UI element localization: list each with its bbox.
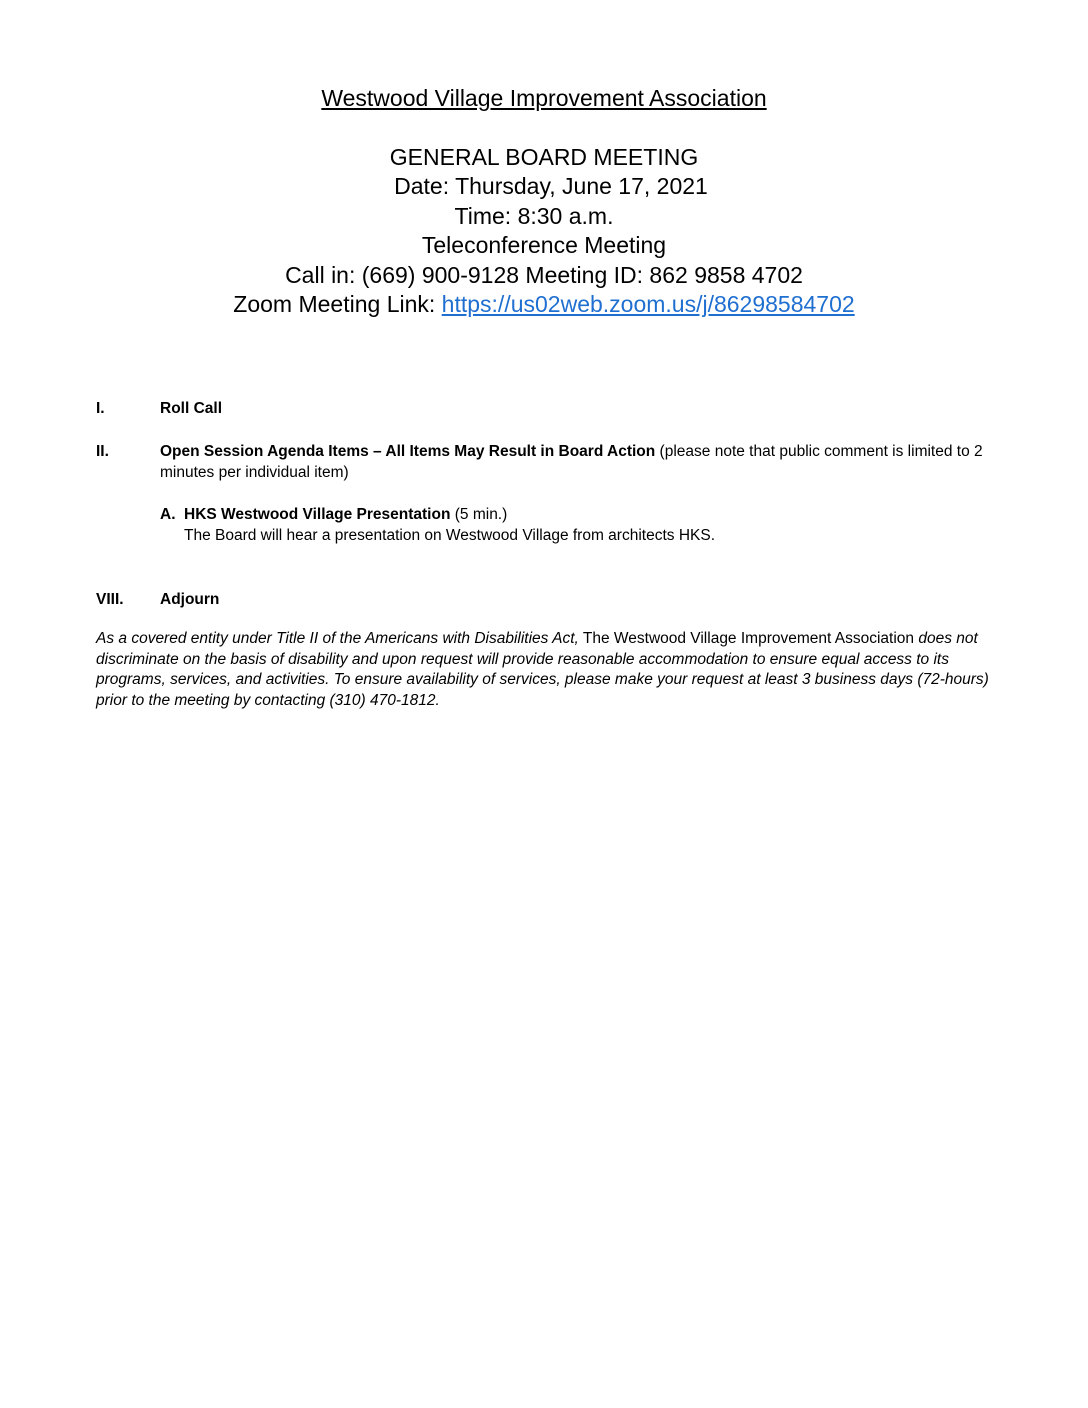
ada-notice-organization: The Westwood Village Improvement Association	[578, 630, 919, 647]
meeting-date: Date: Thursday, June 17, 2021	[394, 173, 708, 199]
subitem-title: HKS Westwood Village Presentation	[184, 506, 451, 523]
zoom-label: Zoom Meeting Link:	[233, 291, 442, 317]
agenda-subitem-presentation	[160, 504, 996, 546]
ada-notice-intro: As a covered entity under Title II of the Americans with Disabilities Act,	[96, 630, 579, 647]
subitem-duration: (5 min.)	[450, 506, 508, 523]
ada-notice	[96, 629, 1008, 711]
agenda-item-number: VIII.	[96, 591, 124, 608]
agenda-item-title: Roll Call	[160, 400, 223, 417]
call-in-info: Call in: (669) 900-9128 Meeting ID: 862 9858 4702	[285, 261, 803, 288]
agenda-item-title: Adjourn	[160, 591, 220, 608]
meeting-type: Teleconference Meeting	[421, 232, 667, 258]
agenda-list	[96, 398, 996, 610]
agenda-item-roll-call	[96, 398, 996, 419]
meeting-header	[0, 84, 1088, 320]
agenda-item-number: II.	[96, 443, 109, 460]
agenda-item-adjourn	[96, 589, 996, 610]
zoom-line	[0, 290, 1088, 320]
meeting-title: GENERAL BOARD MEETING	[389, 143, 699, 170]
agenda-item-open-session	[96, 441, 996, 546]
meeting-time: Time: 8:30 a.m.	[454, 202, 614, 229]
ada-notice-body: does not discriminate on the basis of disability and upon request will provide reasonable accommodation to ensure equal access to its programs, services, and activities. To ensure availability of services, please make your request at least 3 business days (72-hours) prior to the meeting by contacting (310) 470-1812.	[96, 630, 989, 709]
organization-title: Westwood Village Improvement Association	[321, 85, 767, 111]
agenda-item-note: (please note that public comment is limited to 2 minutes per individual item)	[160, 443, 983, 481]
agenda-item-number: I.	[96, 400, 105, 417]
subitem-description: The Board will hear a presentation on Westwood Village from architects HKS.	[184, 527, 715, 544]
agenda-item-text	[160, 441, 996, 483]
agenda-item-title: Open Session Agenda Items – All Items May Result in Board Action	[160, 443, 656, 460]
zoom-meeting-link[interactable]: https://us02web.zoom.us/j/86298584702	[441, 291, 855, 317]
subitem-letter: A.	[160, 506, 176, 523]
